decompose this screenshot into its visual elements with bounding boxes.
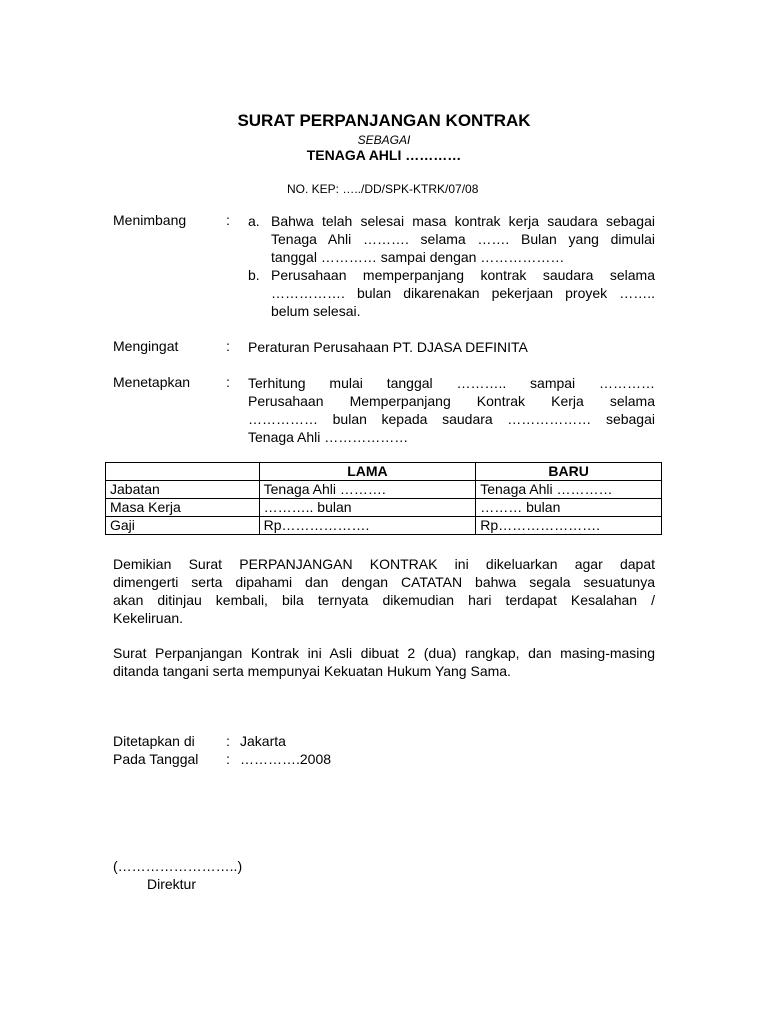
signer-title: Direktur	[147, 876, 197, 892]
place-value: Jakarta	[240, 733, 286, 749]
place-label: Ditetapkan di	[113, 733, 195, 749]
table-cell: Rp……………….	[259, 517, 476, 535]
menetapkan-line: …………… bulan kepada saudara ……………… sebagai	[248, 411, 655, 427]
menimbang-label: Menimbang	[113, 212, 187, 228]
paragraph-line: akan ditinjau kembali, bila ternyata dikemudian hari terdapat Kesalahan /	[113, 592, 655, 608]
document-position: TENAGA AHLI …………	[306, 147, 462, 163]
table-cell: Rp………………….	[476, 517, 662, 535]
menetapkan-line: Terhitung mulai tanggal ……….. sampai …………	[248, 375, 655, 391]
menetapkan-text	[248, 374, 655, 446]
item-b-marker: b.	[248, 267, 260, 283]
document-title: SURAT PERPANJANGAN KONTRAK	[237, 111, 531, 130]
table-row	[106, 481, 662, 499]
paragraph-line: Surat Perpanjangan Kontrak ini Asli dibuat 2 (dua) rangkap, dan masing-masing	[113, 645, 655, 661]
item-a-line: Bahwa telah selesai masa kontrak kerja saudara sebagai	[271, 213, 655, 229]
table-row	[106, 499, 662, 517]
menimbang-item-a	[248, 212, 655, 266]
table-row	[106, 517, 662, 535]
document-subtitle: SEBAGAI	[357, 133, 411, 147]
mengingat-text: Peraturan Perusahaan PT. DJASA DEFINITA	[248, 339, 528, 355]
item-a-marker: a.	[248, 213, 260, 229]
table-cell: ……….. bulan	[259, 499, 476, 517]
signature-blank: (……………………..)	[113, 858, 243, 874]
table-cell: Tenaga Ahli …………	[476, 481, 662, 499]
table-cell: ……… bulan	[476, 499, 662, 517]
date-label: Pada Tanggal	[113, 751, 199, 767]
mengingat-colon: :	[226, 338, 230, 354]
closing-paragraph	[113, 555, 655, 627]
menimbang-item-b	[248, 266, 655, 320]
item-a-line: tanggal ………… sampai dengan ………………	[271, 249, 565, 265]
paragraph-line: ditanda tangani serta mempunyai Kekuatan Hukum Yang Sama.	[113, 663, 511, 679]
menetapkan-colon: :	[226, 374, 230, 390]
table-header-row	[106, 463, 662, 481]
date-colon: :	[226, 751, 230, 767]
copies-paragraph	[113, 644, 655, 680]
item-a-line: Tenaga Ahli ………. selama ……. Bulan yang dimulai	[271, 231, 655, 247]
menetapkan-line: Perusahaan Memperpanjang Kontrak Kerja selama	[248, 393, 655, 409]
table-cell: Jabatan	[106, 481, 260, 499]
paragraph-line: dimengerti serta dipahami dan dengan CATATAN bahwa segala sesuatunya	[113, 574, 655, 590]
table-cell: Masa Kerja	[106, 499, 260, 517]
paragraph-line: Kekeliruan.	[113, 610, 184, 626]
item-b-line: ……………. bulan dikarenakan pekerjaan proyek ……..	[271, 285, 655, 301]
menimbang-colon: :	[226, 212, 230, 228]
menetapkan-line: Tenaga Ahli ………………	[248, 429, 409, 445]
decree-number: NO. KEP: …../DD/SPK-KTRK/07/08	[287, 182, 479, 196]
table-cell: Tenaga Ahli ……….	[259, 481, 476, 499]
paragraph-line: Demikian Surat PERPANJANGAN KONTRAK ini dikeluarkan agar dapat	[113, 556, 655, 572]
menetapkan-label: Menetapkan	[113, 374, 191, 390]
table-cell: Gaji	[106, 517, 260, 535]
item-b-line: Perusahaan memperpanjang kontrak saudara selama	[271, 267, 655, 283]
place-colon: :	[226, 733, 230, 749]
table-header-baru: BARU	[476, 463, 662, 481]
contract-table	[105, 462, 662, 535]
mengingat-label: Mengingat	[113, 338, 179, 354]
item-b-line: belum selesai.	[271, 303, 361, 319]
date-value: ………….2008	[240, 751, 332, 767]
table-header-lama: LAMA	[259, 463, 476, 481]
table-header-empty	[106, 463, 260, 481]
